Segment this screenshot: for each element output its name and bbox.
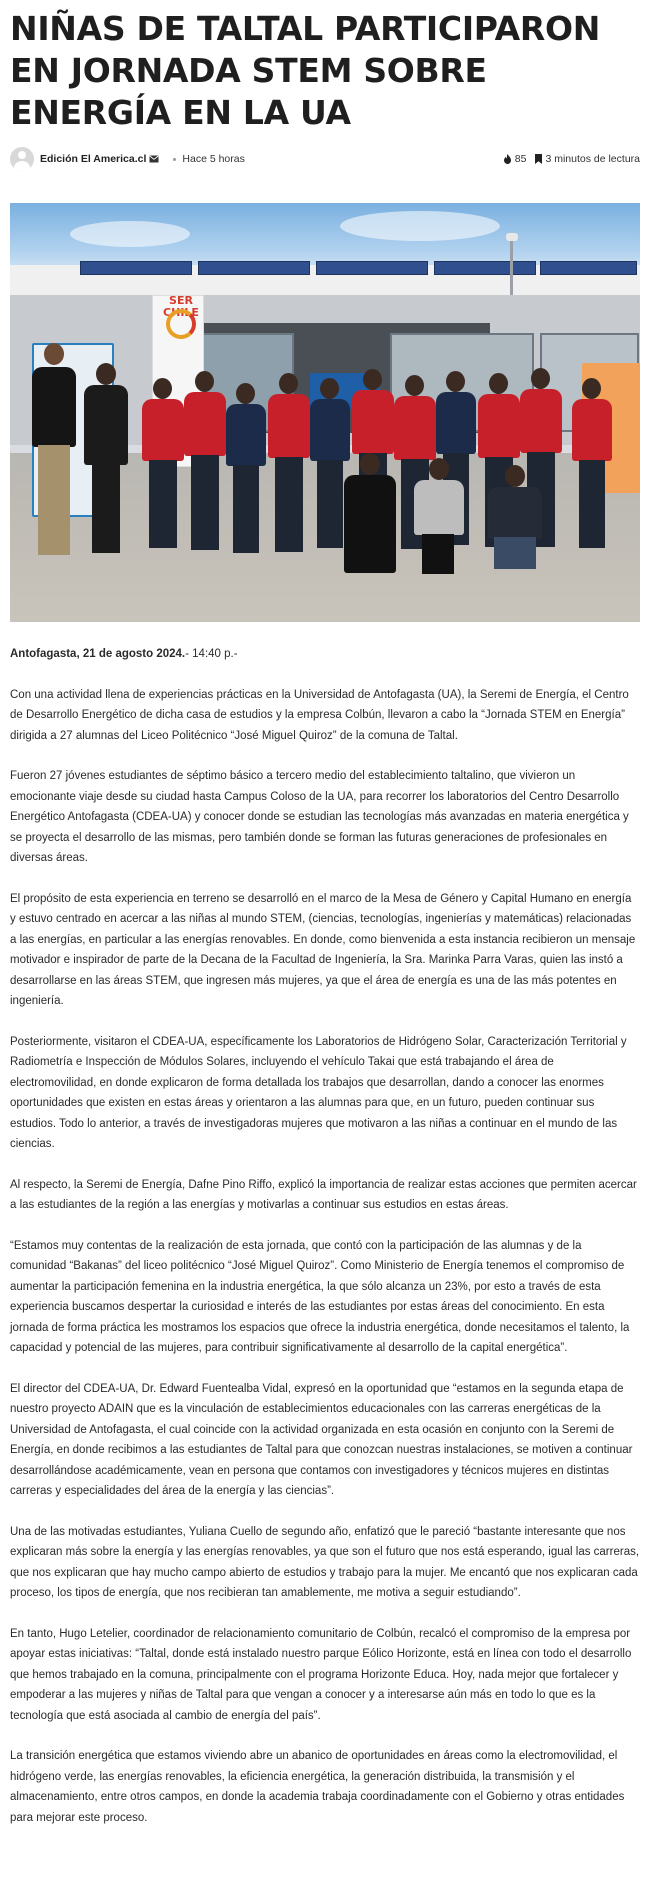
article-body [10, 644, 640, 1828]
paragraph: Posteriormente, visitaron el CDEA-UA, específicamente los Laboratorios de Hidrógeno Solar, Caracterización Territorial y Radiometría e Inspección de Módulos Solares, incluyendo el vehículo Takai que está trabajando el área de electromovilidad, en donde explicaron de forma detallada los trabajos que desarrollan, dando a conocer las enormes oportunidades que existen en estas áreas y orientaron a las alumnas para que, en un futuro, pueden continuar sus estudios. Todo lo anterior, a través de investigadoras mujeres que motivaron a las niñas a continuar en el mundo de las ciencias. [10, 1035, 627, 1150]
paragraph: En tanto, Hugo Letelier, coordinador de relacionamiento comunitario de Colbún, recalcó el compromiso de la empresa por apoyar estas iniciativas: “Taltal, donde está instalado nuestro parque Eólico Horizonte, está en línea con todo el desarrollo que hemos trabajado en la comuna, principalmente con el programa Horizonte Educa. Hoy, nada mejor que fortalecer y empoderar a las mujeres y niñas de Taltal para que vengan a conocer y a interesarse aún más en todo lo que es la tecnología que está asociada al cambio de energía del país”. [10, 1627, 632, 1722]
envelope-icon[interactable] [149, 155, 159, 163]
dateline [10, 644, 640, 665]
dateline-place: Antofagasta, 21 de agosto 2024. [10, 648, 186, 660]
reading-time: 3 minutos de lectura [545, 153, 640, 165]
published-time: Hace 5 horas [182, 153, 245, 165]
bookmark-icon [535, 154, 542, 164]
paragraph: Fueron 27 jóvenes estudiantes de séptimo básico a tercero medio del establecimiento taltalino, que vivieron un emocionante viaje desde su ciudad hasta Campus Coloso de la UA, para recorrer los laboratorios del Centro Desarrollo Energético Antofagasta (CDEA-UA) y conocer donde se estudian las tecnologías más avanzadas en materia energética y se proyecta el desarrollo de las mismas, pero también donde se forman las futuras generaciones de profesionales en diversas áreas. [10, 770, 629, 864]
avatar-icon[interactable] [10, 147, 34, 171]
view-count: 85 [514, 153, 527, 165]
meta-separator [173, 158, 176, 161]
paragraph: Una de las motivadas estudiantes, Yuliana Cuello de segundo año, enfatizó que le pareció “bastante interesante que nos explicaran más sobre la energía y las energías renovables, ya que son el futuro que nos está esperando, igual las carreras, que nos explicaran que hay mucho campo abierto de estudios y trabajo para la mujer. Me encantó que nos explicaran cada proceso, los tipos de energía, que nos recibieran tan amablemente, me motiva a seguir estudiando”. [10, 1525, 640, 1599]
flame-icon [503, 154, 512, 164]
paragraph: Al respecto, la Seremi de Energía, Dafne Pino Riffo, explicó la importancia de realizar estas acciones que permiten acercar a las estudiantes de la región a las energías y motivarlas a continuar sus estudios en estas áreas. [10, 1178, 637, 1211]
article-photo [10, 203, 640, 622]
paragraph: Con una actividad llena de experiencias prácticas en la Universidad de Antofagasta (UA), la Seremi de Energía, el Centro de Desarrollo Energético de dicha casa de estudios y la empresa Colbún, llevaron a cabo la “Jornada STEM en Energía” dirigida a 27 alumnas del Liceo Politécnico “José Miguel Quiroz” de la comuna de Taltal. [10, 688, 629, 742]
paragraph: El propósito de esta experiencia en terreno se desarrolló en el marco de la Mesa de Género y Capital Humano en energía y estuvo centrado en acercar a las niñas al mundo STEM, (ciencias, tecnologías, ingenierías y matemáticas) relacionadas a las energías, en particular a las energías renovables. En donde, como bienvenida a esta instancia recibieron un mensaje motivador e inspirador de parte de la Decana de la Facultad de Ingeniería, la Sra. Marinka Parra Varas, quien las instó a desarrollarse en las áreas STEM, que ingresen más mujeres, ya que el área de energía es una de las más potentes en ingeniería. [10, 892, 636, 1007]
paragraph: El director del CDEA-UA, Dr. Edward Fuentealba Vidal, expresó en la oportunidad que “estamos en la segunda etapa de nuestro proyecto ADAIN que es la vinculación de establecimientos educacionales con las carreras energéticas de la Universidad de Antofagasta, el cual coincide con la actividad organizada en esta ocasión en conjunto con la Seremi de Energía, en donde recibimos a las estudiantes de Taltal para que conozcan nuestras instalaciones, se motiven a continuar desarrollándose académicamente, vean en persona que contamos con investigadores y técnicos mujeres en distintas carreras y especialidades del área de la energía y las ciencias”. [10, 1382, 633, 1497]
author-link[interactable]: Edición El America.cl [40, 153, 147, 165]
paragraph: La transición energética que estamos viviendo abre un abanico de oportunidades en áreas como la electromovilidad, el hidrógeno verde, las energías renovables, la eficiencia energética, la generación distribuida, la transmisión y el almacenamiento, entre otros campos, en donde la academia trabaja coordinadamente con el Gobierno y otras entidades para mejorar este proceso. [10, 1750, 625, 1824]
article-meta [10, 147, 640, 171]
dateline-time: - 14:40 p.- [185, 648, 238, 660]
paragraph: “Estamos muy contentas de la realización de esta jornada, que contó con la participación de las alumnas y de la comunidad “Bakanas” del liceo politécnico “José Miguel Quiroz”. Como Ministerio de Energía tenemos el compromiso de aumentar la participación femenina en la industria energética, la que sólo alcanza un 23%, por esto a través de esta experiencia buscamos despertar la curiosidad e interés de las estudiantes por estas áreas del conocimiento. En esta jornada de forma práctica les mostramos los espacios que ofrece la industria energética, donde necesitamos el talento, la capacidad y potencial de las mujeres, para contribuir significativamente al desarrollo de la capital energética”. [10, 1239, 630, 1354]
banner-logo-text: SER CHILE [163, 294, 199, 319]
article-title: NIÑAS DE TALTAL PARTICIPARON EN JORNADA STEM SOBRE ENERGÍA EN LA UA [10, 9, 601, 132]
